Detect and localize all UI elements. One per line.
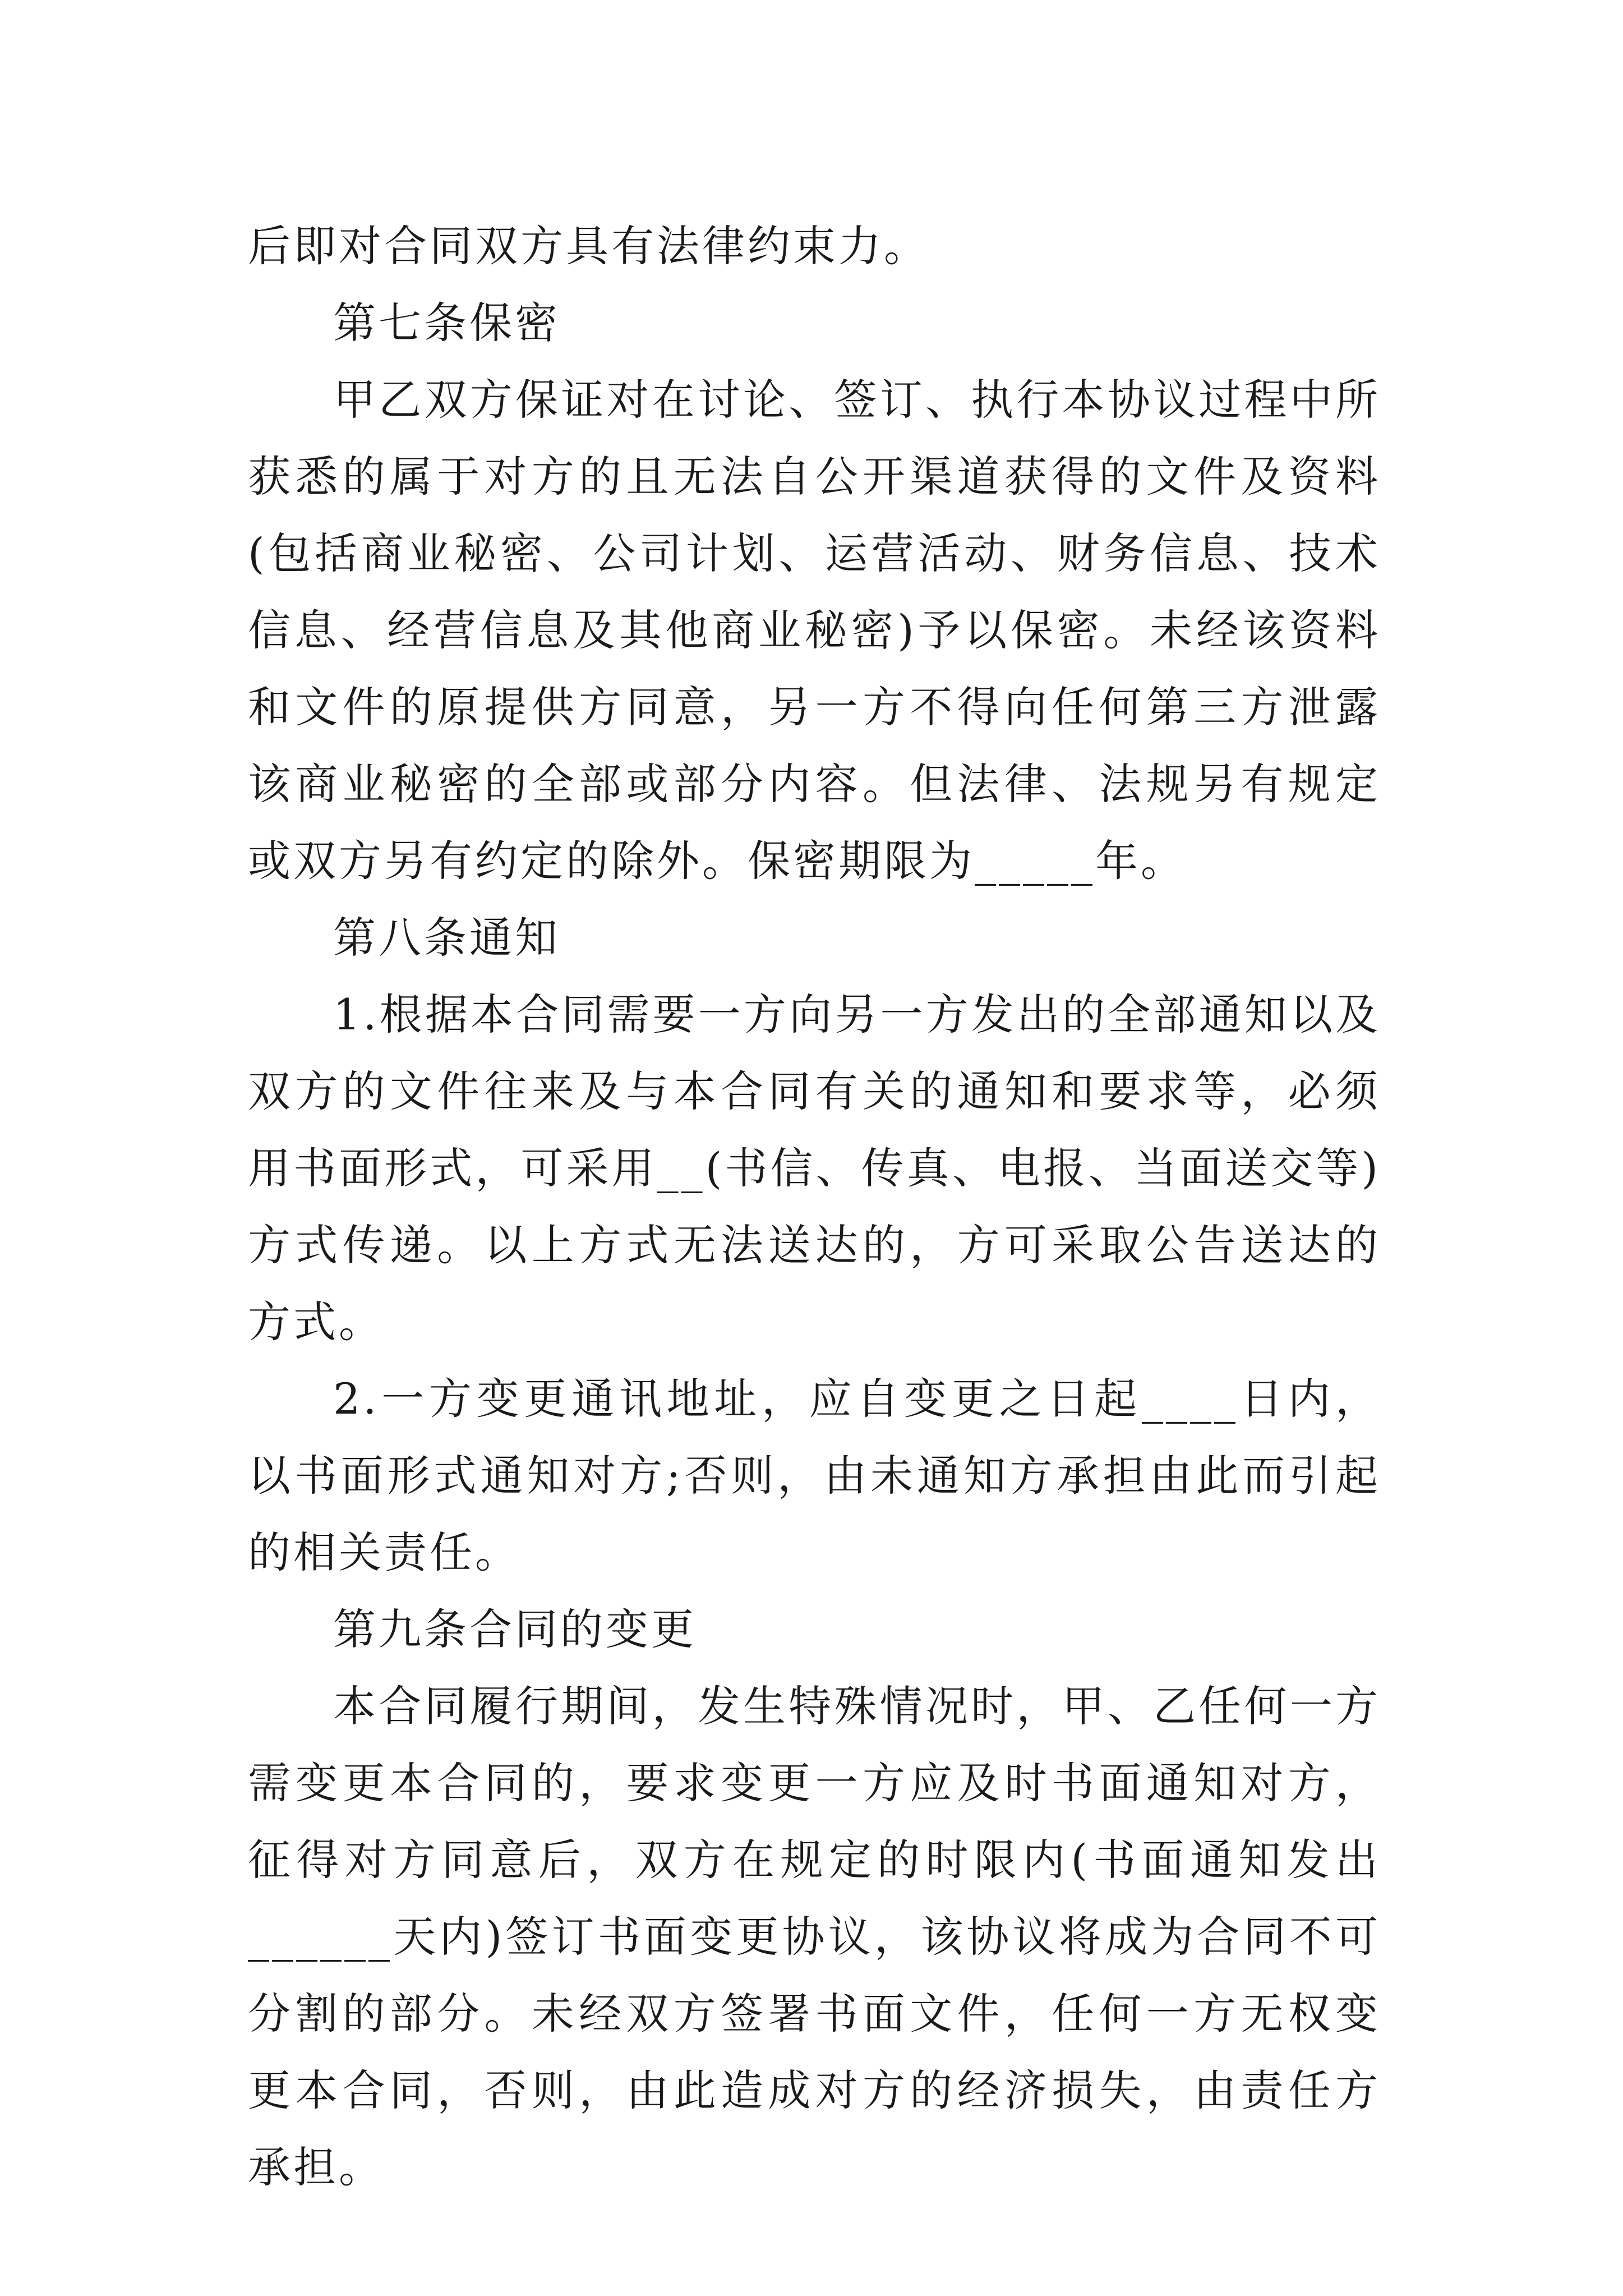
section-heading-article-8: 第八条通知 (333, 913, 560, 963)
paragraph-continuation: 后即对合同双方具有法律约束力。 (248, 221, 929, 271)
paragraph-confidentiality: 甲乙双方保证对在讨论、签订、执行本协议过程中所获悉的属于对方的且无法自公开渠道获得的文件及资料(包括商业秘密、公司计划、运营活动、财务信息、技术信息、经营信息及其他商业秘密)予以保密。未经该资料和文件的原提供方同意，另一方不得向任何第三方泄露该商业秘密的全部或部分内容。但法律、法规另有规定或双方另有约定的除外。保密期限为_____年。 (248, 375, 1381, 886)
section-heading-article-7: 第七条保密 (333, 298, 560, 348)
paragraph-notice-2: 2.一方变更通讯地址，应自变更之日起____日内，以书面形式通知对方;否则，由未通知方承担由此而引起的相关责任。 (248, 1374, 1381, 1577)
paragraph-notice-1: 1.根据本合同需要一方向另一方发出的全部通知以及双方的文件往来及与本合同有关的通知和要求等，必须用书面形式，可采用__(书信、传真、电报、当面送交等)方式传递。以上方式无法送达的，方可采取公告送达的方式。 (248, 990, 1381, 1347)
section-heading-article-9: 第九条合同的变更 (333, 1604, 697, 1654)
document-body (248, 208, 1381, 2206)
paragraph-contract-change: 本合同履行期间，发生特殊情况时，甲、乙任何一方需变更本合同的，要求变更一方应及时书面通知对方，征得对方同意后，双方在规定的时限内(书面通知发出______天内)签订书面变更协议，该协议将成为合同不可分割的部分。未经双方签署书面文件，任何一方无权变更本合同，否则，由此造成对方的经济损失，由责任方承担。 (248, 1681, 1381, 2192)
